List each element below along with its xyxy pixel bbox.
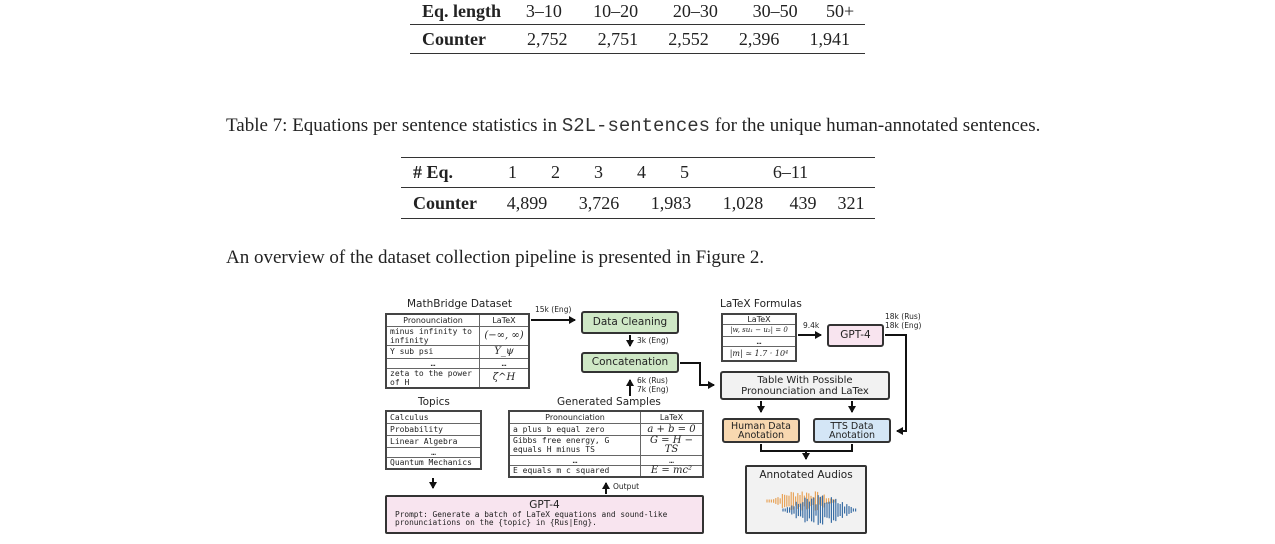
cell: 1,941 (809, 28, 850, 49)
latex-cell: |m| ≃ 1.7 · 10⁴ (722, 347, 796, 361)
label-15k: 15k (Eng) (535, 305, 572, 314)
pron-cell: minus infinity to infinity (386, 326, 480, 345)
latex-formulas-title: LaTeX Formulas (720, 298, 802, 310)
caption-code: S2L-sentences (561, 115, 711, 137)
latex-formulas-table (721, 313, 797, 362)
latex-cell: … (641, 455, 704, 465)
topics-table (385, 410, 482, 470)
mathbridge-table (385, 313, 530, 389)
annotated-audios-box (745, 465, 867, 534)
cell: 3 (594, 162, 603, 182)
cell: 50+ (825, 0, 855, 21)
arrow-annotation-merge (761, 444, 852, 451)
possible-pronounciation-table-node: Table With Possible Pronounciation and LaTex (720, 371, 890, 400)
pron-cell: Y sub psi (386, 345, 480, 358)
topic-item: … (386, 447, 481, 457)
topics-title: Topics (418, 396, 450, 408)
label-7k: 7k (Eng) (637, 385, 669, 394)
generated-samples-title: Generated Samples (557, 396, 661, 408)
latex-cell: Y_ψ (480, 345, 530, 358)
latex-header: LaTeX (722, 314, 796, 325)
topic-item: Quantum Mechanics (386, 457, 481, 469)
gpt4-prompt-text: Prompt: Generate a batch of LaTeX equations and sound-like pronunciations on the {topic} in {Rus|Eng}. (395, 510, 668, 527)
annotated-audios-title: Annotated Audios (759, 469, 853, 481)
pron-header: Pronounciation (509, 411, 641, 423)
cell: 1,983 (650, 192, 692, 213)
cell: 30–50 (752, 0, 798, 21)
pron-cell: Gibbs free energy, G equals H minus TS (509, 435, 641, 455)
latex-header: LaTeX (480, 314, 530, 326)
latex-header: LaTeX (641, 411, 704, 423)
cell: 3,726 (578, 192, 620, 213)
gpt4-title: GPT-4 (529, 499, 560, 511)
tts-annotation-node: TTS Data Anotation (813, 418, 891, 443)
pron-header: Pronounciation (386, 314, 480, 326)
latex-cell: (−∞, ∞) (480, 326, 530, 345)
caption-prefix: Table 7: Equations per sentence statistics in (226, 115, 562, 136)
gpt4-right-node: GPT-4 (827, 324, 884, 347)
latex-cell: … (722, 337, 796, 347)
generated-samples-table (508, 410, 704, 478)
label-3k: 3k (Eng) (637, 336, 669, 345)
cell: 2 (551, 162, 560, 182)
latex-cell: |w, su₁ − u₂| = 0 (722, 325, 796, 337)
cell: 321 (837, 192, 865, 213)
cell: 2,752 (527, 28, 568, 49)
concatenation-node: Concatenation (581, 352, 679, 373)
latex-cell: E = mc² (641, 465, 704, 477)
cell: 4 (637, 162, 646, 182)
latex-cell: ζ^H (480, 368, 530, 388)
figure-reference-paragraph: An overview of the dataset collection pipeline is presented in Figure 2. (226, 247, 765, 268)
gpt4-prompt-box (385, 495, 704, 534)
cell: 10–20 (593, 0, 639, 21)
cell: 2,552 (668, 28, 709, 49)
eq-header: # Eq. (413, 162, 454, 182)
pron-cell: … (386, 358, 480, 368)
latex-cell: … (480, 358, 530, 368)
label-9-4k: 9.4k (803, 321, 820, 330)
human-annotation-node: Human Data Anotation (722, 418, 800, 443)
cell: 1,028 (722, 192, 764, 213)
label-output: Output (613, 482, 640, 491)
cell: 3–10 (525, 0, 562, 21)
topic-item: Probability (386, 423, 481, 435)
cell: 20–30 (672, 0, 718, 21)
latex-cell: a + b = 0 (641, 423, 704, 435)
label-18k-eng: 18k (Eng) (885, 321, 922, 330)
mathbridge-title: MathBridge Dataset (407, 298, 512, 310)
cell: 4,899 (506, 192, 548, 213)
cell: 2,396 (738, 28, 780, 49)
cell: 6–11 (772, 162, 809, 182)
cell: 5 (680, 162, 689, 182)
label-6k: 6k (Rus) (637, 376, 668, 385)
eq-length-header: Eq. length (422, 0, 502, 21)
cell: 2,751 (597, 28, 639, 49)
latex-cell: G = H − TS (641, 435, 704, 455)
arrow-concat-to-table (680, 363, 714, 385)
counter-header: Counter (422, 28, 486, 49)
counter-header: Counter (413, 192, 477, 213)
pron-cell: E equals m c squared (509, 465, 641, 477)
pron-cell: zeta to the power of H (386, 368, 480, 388)
waveform-icon (747, 484, 865, 532)
cell: 1 (508, 162, 517, 182)
pron-cell: a plus b equal zero (509, 423, 641, 435)
topic-item: Linear Algebra (386, 435, 481, 447)
cell: 439 (789, 192, 817, 213)
topic-item: Calculus (386, 411, 481, 423)
label-18k-rus: 18k (Rus) (885, 312, 921, 321)
pron-cell: … (509, 455, 641, 465)
caption-suffix: for the unique human-annotated sentences. (710, 115, 1041, 136)
data-cleaning-node: Data Cleaning (581, 311, 679, 334)
